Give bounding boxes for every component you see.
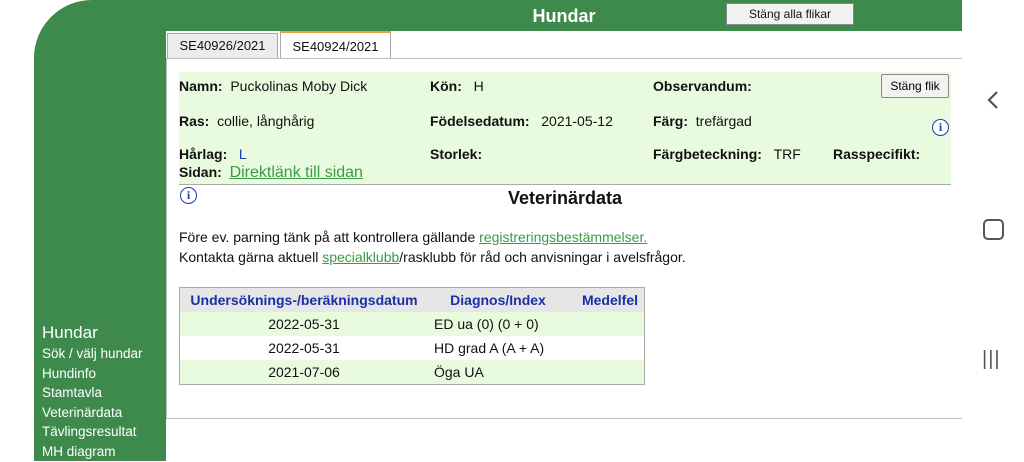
section-title-vet-data: Veterinärdata [507,188,623,208]
table-row [180,360,645,385]
color-marking-label: Färgbeteckning: [653,146,762,162]
size-field [430,146,482,162]
club-note-text-after: /rasklubb för råd och anvisningar i avelsfrågor. [399,249,686,265]
sex-label: Kön: [430,78,462,94]
page-title: Hundar [532,6,596,26]
breed-field [179,113,314,129]
breeding-note-text: Före ev. parning tänk på att kontrollera gällande [179,229,480,245]
home-icon[interactable] [983,219,1004,240]
name-label: Namn: [179,78,223,94]
vet-info-icon[interactable]: i [180,187,197,204]
coat-value[interactable]: L [238,146,247,162]
breed-specific-label: Rasspecifikt: [833,146,921,162]
club-note [179,249,686,265]
back-icon[interactable] [986,90,1000,110]
birthdate-label: Födelsedatum: [430,113,530,129]
color-value: trefärgad [695,113,752,129]
breed-specific-field [833,146,920,162]
birthdate-field [430,113,613,129]
size-label: Storlek: [430,146,483,162]
table-header-row [180,288,645,313]
sidebar-nav [42,322,143,462]
name-field [179,78,367,94]
sex-value: H [473,78,484,94]
cell-diagnosis: HD grad A (A + A) [434,340,545,356]
coat-field [179,146,247,162]
name-value: Puckolinas Moby Dick [230,78,368,94]
sidebar-item-pedigree[interactable]: Stamtavla [42,385,103,401]
color-marking-value: TRF [773,146,801,162]
tab-content-panel [166,58,963,419]
birthdate-value: 2021-05-12 [541,113,613,129]
registration-rules-link[interactable]: registreringsbestämmelser. [479,229,648,245]
column-header-date[interactable]: Undersöknings-/beräkningsdatum [180,288,429,313]
column-header-std-error[interactable]: Medelfel [568,288,645,313]
vet-results-table [179,287,645,385]
club-note-text-before: Kontakta gärna aktuell [179,249,323,265]
page-link-field [179,164,363,182]
page-label: Sidan: [179,164,222,180]
recents-icon[interactable]: ||| [982,348,1001,370]
sidebar-item-search[interactable]: Sök / välj hundar [42,346,143,361]
breed-value: collie, långhårig [217,113,315,129]
sex-field [430,78,484,94]
color-field [653,113,752,129]
breed-label: Ras: [179,113,210,129]
cell-date: 2022-05-31 [180,312,429,336]
dog-info-section [179,72,951,185]
cell-std-error [568,312,645,336]
cell-diagnosis: ED ua (0) (0 + 0) [428,312,568,336]
close-tab-button[interactable]: Stäng flik [881,74,949,98]
tab-se40924-active[interactable]: SE40924/2021 [280,31,391,60]
cell-date: 2022-05-31 [268,340,340,356]
sidebar-item-results[interactable]: Tävlingsresultat [42,424,137,440]
close-all-tabs-button[interactable]: Stäng alla flikar [726,3,854,25]
special-club-link[interactable]: specialklubb [322,249,400,265]
cell-date: 2021-07-06 [180,360,429,385]
sidebar-item-dog-info[interactable]: Hundinfo [42,365,97,381]
top-header [166,0,962,31]
color-label: Färg: [653,113,688,129]
observandum-label: Observandum: [653,78,752,94]
info-icon[interactable]: i [932,119,949,136]
cell-std-error [568,360,645,385]
tab-se40926[interactable]: SE40926/2021 [167,33,278,58]
cell-diagnosis: Öga UA [428,360,568,385]
table-row [180,312,645,336]
sidebar-item-vet-data[interactable]: Veterinärdata [42,404,123,420]
sidebar-item-mh-diagram[interactable]: MH diagram [42,443,116,459]
sidebar-title: Hundar [42,323,98,342]
breeding-note [179,229,647,245]
cell-std-error [568,336,645,360]
color-marking-field [653,146,801,162]
direct-link[interactable]: Direktlänk till sidan [229,164,363,181]
column-header-diagnosis[interactable]: Diagnos/Index [428,288,568,313]
sidebar [34,0,166,461]
table-row [180,336,645,360]
coat-label: Hårlag: [179,146,228,162]
observandum-field [653,78,752,94]
